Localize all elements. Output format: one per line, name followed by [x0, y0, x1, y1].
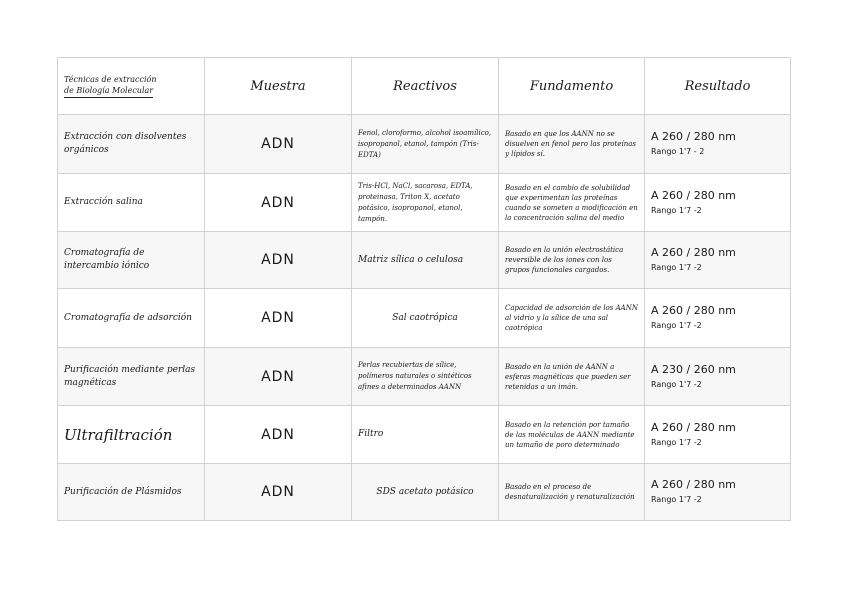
- muestra-cell: ADN: [205, 115, 352, 174]
- fundamento-cell: Basado en que los AANN no se disuelven en fenol pero las proteínas y lípidos sí.: [499, 115, 645, 174]
- header-reactivos: Reactivos: [352, 58, 499, 115]
- fundamento-cell: Basado en el cambio de solubilidad que experimentan las proteínas cuando se someten a modificación en la concentración salina del medio: [499, 174, 645, 232]
- resultado-cell: [645, 174, 791, 232]
- title-line-2: de Biología Molecular: [64, 85, 153, 98]
- reactivos-cell: Perlas recubiertas de sílice, polímeros naturales o sintéticos afines a determinados AANN: [352, 348, 499, 406]
- header-resultado: Resultado: [645, 58, 791, 115]
- muestra-cell: ADN: [205, 348, 352, 406]
- muestra-cell: ADN: [205, 464, 352, 521]
- muestra-cell: ADN: [205, 174, 352, 232]
- tecnica-cell: Cromatografía de adsorción: [58, 289, 205, 348]
- title-line-1: Técnicas de extracción: [64, 75, 157, 84]
- absorbancia-value: A 260 / 280 nm: [651, 246, 736, 259]
- muestra-cell: ADN: [205, 232, 352, 289]
- absorbancia-value: A 260 / 280 nm: [651, 130, 736, 143]
- reactivos-cell: Filtro: [352, 406, 499, 464]
- table-row: [58, 406, 791, 464]
- reactivos-cell: SDS acetato potásico: [352, 464, 499, 521]
- tecnica-cell: Purificación mediante perlas magnéticas: [58, 348, 205, 406]
- resultado-cell: [645, 115, 791, 174]
- absorbancia-value: A 260 / 280 nm: [651, 420, 736, 434]
- absorbancia-value: A 260 / 280 nm: [651, 478, 736, 491]
- tecnica-cell: Cromatografía de intercambio iónico: [58, 232, 205, 289]
- resultado-cell: [645, 289, 791, 348]
- techniques-table: [57, 57, 791, 521]
- muestra-cell: ADN: [205, 406, 352, 464]
- rango-value: Rango 1'7 -2: [651, 495, 702, 504]
- rango-value: Rango 1'7 - 2: [651, 147, 705, 156]
- table-row: [58, 174, 791, 232]
- rango-value: Rango 1'7 -2: [651, 263, 702, 272]
- fundamento-cell: Basado en el proceso de desnaturalización y renaturalización: [499, 464, 645, 521]
- resultado-cell: [645, 464, 791, 521]
- reactivos-cell: Tris-HCl, NaCl, sacarosa, EDTA, proteinasa, Triton X, acetato potásico, isopropanol, etanol, tampón.: [352, 174, 499, 232]
- rango-value: Rango 1'7 -2: [651, 205, 702, 215]
- table-row: [58, 289, 791, 348]
- rango-value: Rango 1'7 -2: [651, 321, 702, 330]
- tecnica-cell: Ultrafiltración: [58, 406, 205, 464]
- table-title: [58, 58, 205, 115]
- header-muestra: Muestra: [205, 58, 352, 115]
- tecnica-cell: Extracción salina: [58, 174, 205, 232]
- table-row: [58, 464, 791, 521]
- absorbancia-value: A 230 / 260 nm: [651, 362, 736, 376]
- table-row: [58, 232, 791, 289]
- tecnica-cell: Extracción con disolventes orgánicos: [58, 115, 205, 174]
- reactivos-cell: Matriz sílica o celulosa: [352, 232, 499, 289]
- absorbancia-value: A 260 / 280 nm: [651, 304, 736, 317]
- rango-value: Rango 1'7 -2: [651, 379, 702, 389]
- table-row: [58, 115, 791, 174]
- table-row: [58, 348, 791, 406]
- reactivos-cell: Sal caotrópica: [352, 289, 499, 348]
- fundamento-cell: Capacidad de adsorción de los AANN al vidrio y la sílice de una sal caotrópica: [499, 289, 645, 348]
- tecnica-cell: Purificación de Plásmidos: [58, 464, 205, 521]
- reactivos-cell: Fenol, cloroformo, alcohol isoamílico, isopropanol, etanol, tampón (Tris-EDTA): [352, 115, 499, 174]
- rango-value: Rango 1'7 -2: [651, 437, 702, 447]
- fundamento-cell: Basado en la retención por tamaño de las moléculas de AANN mediante un tamaño de poro determinado: [499, 406, 645, 464]
- resultado-cell: [645, 232, 791, 289]
- resultado-cell: [645, 406, 791, 464]
- header-fundamento: Fundamento: [499, 58, 645, 115]
- muestra-cell: ADN: [205, 289, 352, 348]
- header-row: [58, 58, 791, 115]
- absorbancia-value: A 260 / 280 nm: [651, 188, 736, 202]
- resultado-cell: [645, 348, 791, 406]
- fundamento-cell: Basado en la unión de AANN a esferas magnéticas que pueden ser retenidas a un imán.: [499, 348, 645, 406]
- fundamento-cell: Basado en la unión electrostática reversible de los iones con los grupos funcionales cargados.: [499, 232, 645, 289]
